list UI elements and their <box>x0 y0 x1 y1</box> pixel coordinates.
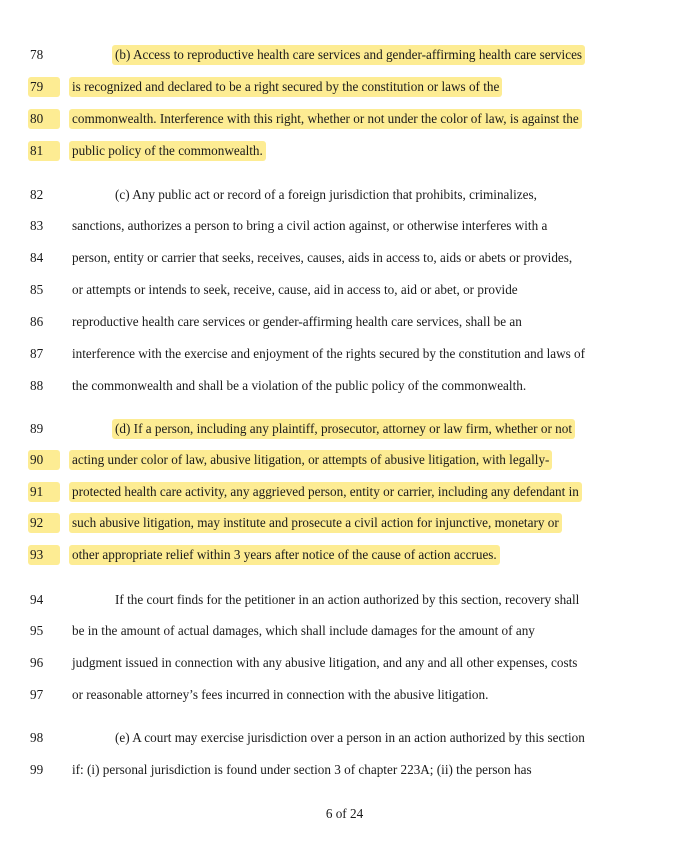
line-text: If the court finds for the petitioner in an action authorized by this section, recovery shall <box>115 592 580 607</box>
highlighted-line-text: is recognized and declared to be a right secured by the constitution or laws of the <box>69 77 502 97</box>
line-text: judgment issued in connection with any abusive litigation, and any and all other expenses, costs <box>72 655 578 670</box>
line-number: 80 <box>28 109 60 129</box>
highlighted-line-text: public policy of the commonwealth. <box>69 141 266 161</box>
line-text: be in the amount of actual damages, which shall include damages for the amount of any <box>72 623 535 638</box>
line-number: 93 <box>28 545 60 565</box>
highlighted-line-text: (d) If a person, including any plaintiff, prosecutor, attorney or law firm, whether or not <box>112 419 575 439</box>
line-text: the commonwealth and shall be a violation of the public policy of the commonwealth. <box>72 378 527 393</box>
highlighted-line-text: other appropriate relief within 3 years after notice of the cause of action accrues. <box>69 545 500 565</box>
highlighted-line-text: commonwealth. Interference with this right, whether or not under the color of law, is against the <box>69 109 582 129</box>
line-text: (e) A court may exercise jurisdiction over a person in an action authorized by this section <box>115 730 585 745</box>
line-number: 90 <box>28 450 60 470</box>
line-number: 87 <box>30 346 44 361</box>
line-number: 92 <box>28 513 60 533</box>
line-text: person, entity or carrier that seeks, receives, causes, aids in access to, aids or abets or provides, <box>72 250 573 265</box>
line-number: 99 <box>30 762 44 777</box>
line-text: if: (i) personal jurisdiction is found under section 3 of chapter 223A; (ii) the person has <box>72 762 532 777</box>
line-number: 82 <box>30 187 44 202</box>
highlighted-line-text: such abusive litigation, may institute and prosecute a civil action for injunctive, monetary or <box>69 513 562 533</box>
line-text: or reasonable attorney’s fees incurred in connection with the abusive litigation. <box>72 687 489 702</box>
line-number: 91 <box>28 482 60 502</box>
highlighted-line-text: (b) Access to reproductive health care services and gender-affirming health care services <box>112 45 585 65</box>
line-number: 85 <box>30 282 44 297</box>
line-text: or attempts or intends to seek, receive, cause, aid in access to, aid or abet, or provide <box>72 282 518 297</box>
line-text: interference with the exercise and enjoyment of the rights secured by the constitution and laws of <box>72 346 586 361</box>
line-number: 88 <box>30 378 44 393</box>
line-number: 98 <box>30 730 44 745</box>
line-text: sanctions, authorizes a person to bring a civil action against, or otherwise interferes with a <box>72 218 548 233</box>
line-text: reproductive health care services or gender-affirming health care services, shall be an <box>72 314 522 329</box>
line-number: 84 <box>30 250 44 265</box>
line-number: 79 <box>28 77 60 97</box>
line-number: 81 <box>28 141 60 161</box>
line-number: 97 <box>30 687 44 702</box>
highlighted-line-text: protected health care activity, any aggrieved person, entity or carrier, including any defendant in <box>69 482 582 502</box>
line-number: 78 <box>30 47 44 62</box>
line-number: 83 <box>30 218 44 233</box>
line-number: 95 <box>30 623 44 638</box>
page-number: 6 of 24 <box>325 806 364 821</box>
line-number: 96 <box>30 655 44 670</box>
line-number: 94 <box>30 592 44 607</box>
line-number: 86 <box>30 314 44 329</box>
highlighted-line-text: acting under color of law, abusive litigation, or attempts of abusive litigation, with legally- <box>69 450 552 470</box>
line-number: 89 <box>30 421 44 436</box>
line-text: (c) Any public act or record of a foreign jurisdiction that prohibits, criminalizes, <box>115 187 537 202</box>
